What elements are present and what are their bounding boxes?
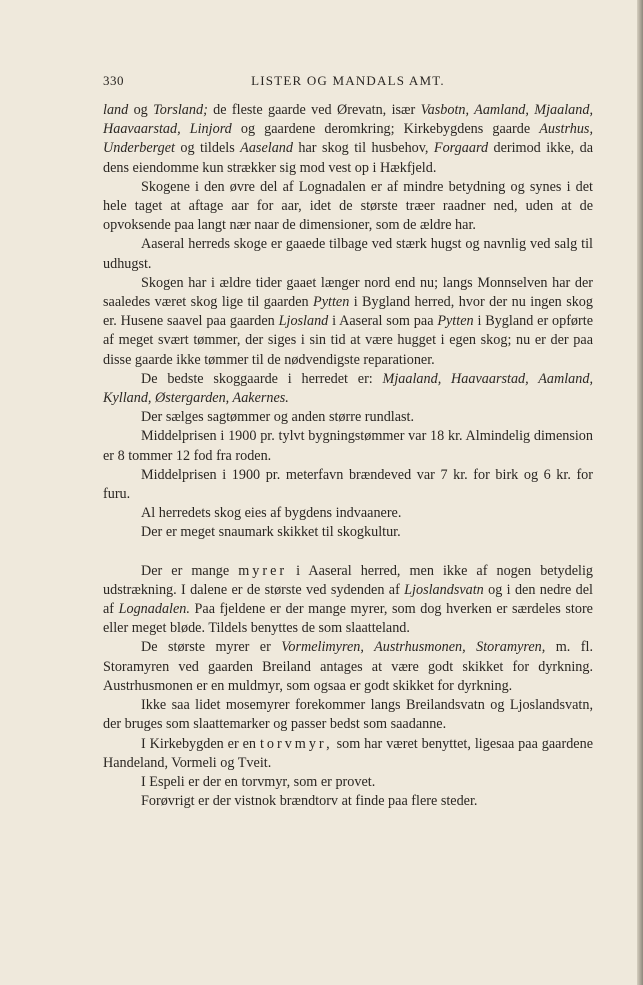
paragraph-p15: I Espeli er der en torvmyr, som er provet. (141, 773, 376, 790)
page-edge-shadow (637, 0, 643, 985)
paragraph-p9: Al herredets skog eies af bygdens indvaanere. (141, 505, 402, 522)
paragraph-p7: Middelprisen i 1900 pr. tylvt bygningstømmer var 18 kr. Almindelig dimension er 8 tommer 12 fod fra roden. (103, 428, 593, 464)
paragraph-p4: Skogen har i ældre tider gaaet længer nord end nu; langs Monnselven har der saaledes været skog lige til gaarden Pytten i Bygland herred, hvor der nu ingen skog er. Husene saavel paa gaarden Ljosland i Aaseral som paa Pytten i Bygland er opførte af meget svært tømmer, der siges i sin tid at være hugget i egen skog; nu er der paa disse gaarde ikke tømmer til de nødvendigste reparationer. (103, 274, 593, 368)
paragraph-p1: land og Torsland; de fleste gaarde ved Ørevatn, især Vasbotn, Aamland, Mjaaland, Haavaarstad, Linjord og gaardene deromkring; Kirkebygdens gaarde Austrhus, Underberget og tildels Aaseland har skog til husbehov, Forgaard derimod ikke, da dens eiendomme kun strækker sig mod vest op i Hækfjeld. (103, 102, 594, 176)
page-number: 330 (103, 73, 124, 88)
paragraph-p14: I Kirkebygden er en torvmyr, som har været benyttet, ligesaa paa gaardene Handeland, Vormeli og Tveit. (103, 735, 593, 771)
paragraph-p5: De bedste skoggaarde i herredet er: Mjaaland, Haavaarstad, Aamland, Kylland, Østergarden, Aakernes. (103, 370, 593, 407)
paragraph-p11: Der er mange myrer i Aaseral herred, men ikke af nogen betydelig udstrækning. I dalene er de største ved sydenden af Ljoslandsvatn og i den nedre del af Lognadalen. Paa fjeldene er der mange myrer, som dog hverken er særdeles store eller meget bløde. Tildels benyttes de som slaatteland. (103, 562, 593, 637)
running-title: LISTER OG MANDALS AMT. (251, 73, 445, 88)
paragraph-p10: Der er meget snaumark skikket til skogkultur. (141, 524, 401, 541)
paragraph-p12: De største myrer er Vormelimyren, Austrhusmonen, Storamyren, m. fl. Storamyren ved gaarden Breiland antages at være godt skikket for dyrkning. Austrhusmonen er en muldmyr, som ogsaa er godt skikket for dyrkning. (103, 639, 594, 694)
page-header (103, 73, 593, 91)
paragraph-p3: Aaseral herreds skoge er gaaede tilbage ved stærk hugst og navnlig ved salg til udhugst. (103, 236, 593, 272)
paragraph-p13: Ikke saa lidet mosemyrer forekommer langs Breilandsvatn og Ljoslandsvatn, der bruges som slaattemarker og passer bedst som saadanne. (103, 697, 593, 733)
section-gap (103, 543, 593, 562)
paragraph-p6: Der sælges sagtømmer og anden større rundlast. (141, 409, 415, 426)
page-body (103, 101, 593, 811)
paragraph-p2: Skogene i den øvre del af Lognadalen er af mindre betydning og synes i det hele taget at aftage aar for aar, idet de største træer raadner ned, uden at de opvoksende paa langt nær naar de dimensioner, som de ældre har. (103, 178, 593, 234)
paragraph-p8: Middelprisen i 1900 pr. meterfavn brændeved var 7 kr. for birk og 6 kr. for furu. (103, 466, 593, 503)
paragraph-p16: Forøvrigt er der vistnok brændtorv at finde paa flere steder. (141, 793, 478, 810)
